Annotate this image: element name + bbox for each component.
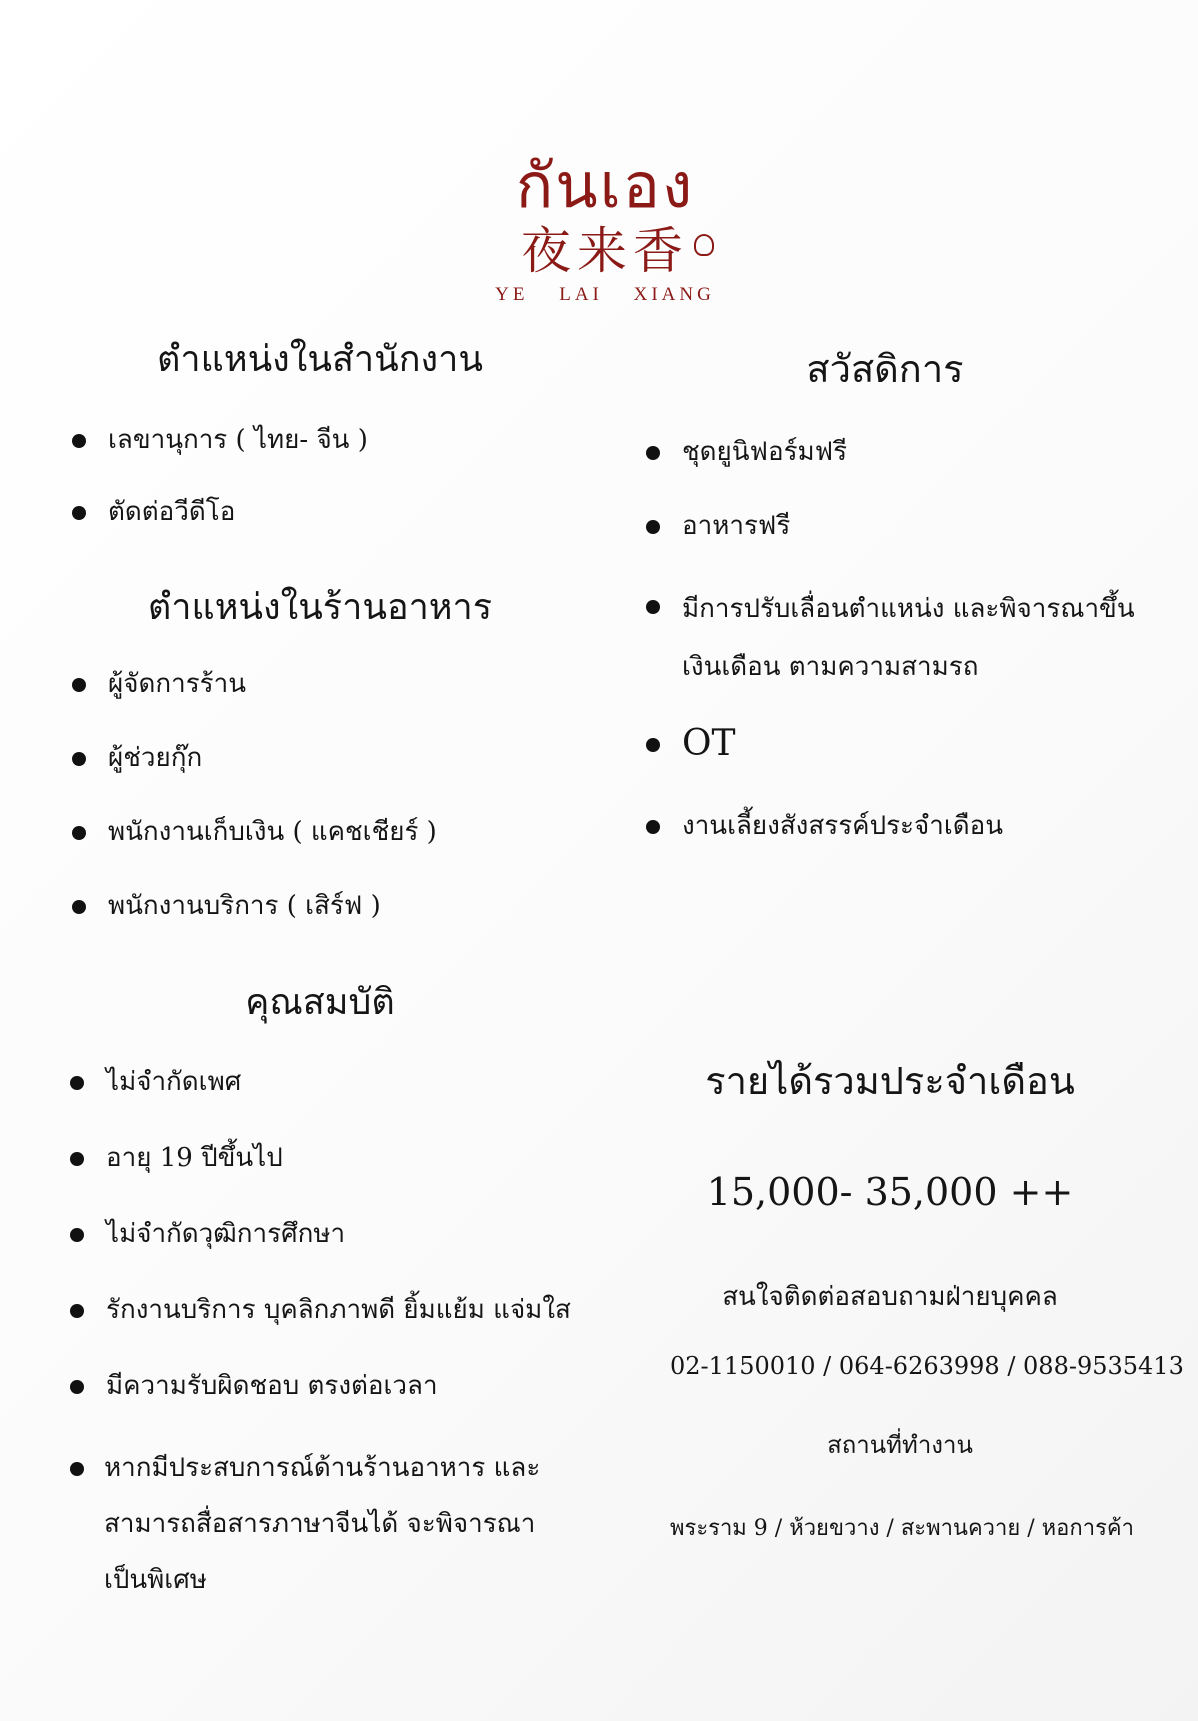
bullet-icon bbox=[646, 820, 660, 834]
restaurant-logo bbox=[480, 150, 730, 306]
list-item: ตัดต่อวีดีโอ bbox=[72, 492, 572, 532]
list-item: ไม่จำกัดวุฒิการศึกษา bbox=[70, 1214, 580, 1254]
workplace-label: สถานที่ทำงาน bbox=[827, 1431, 973, 1459]
list-item: ชุดยูนิฟอร์มฟรี bbox=[646, 432, 1136, 472]
bullet-icon bbox=[72, 752, 86, 766]
bullet-icon bbox=[70, 1076, 84, 1090]
restaurant-positions-list bbox=[72, 664, 572, 926]
office-positions-heading: ตำแหน่งในสำนักงาน bbox=[157, 339, 483, 380]
workplace-locations: พระราม 9 / ห้วยขวาง / สะพานควาย / หอการค้า bbox=[670, 1516, 1134, 1541]
income-heading: รายได้รวมประจำเดือน bbox=[705, 1059, 1075, 1103]
list-item: มีความรับผิดชอบ ตรงต่อเวลา bbox=[70, 1366, 580, 1406]
list-item: OT bbox=[646, 722, 1136, 766]
list-item: รักงานบริการ บุคลิกภาพดี ยิ้มแย้ม แจ่มใส bbox=[70, 1290, 580, 1330]
bullet-icon bbox=[646, 600, 660, 614]
contact-label: สนใจติดต่อสอบถามฝ่ายบุคคล bbox=[722, 1282, 1058, 1312]
seal-icon bbox=[694, 234, 714, 256]
list-item: ไม่จำกัดเพศ bbox=[70, 1062, 580, 1102]
logo-thai-name: กันเอง bbox=[515, 149, 695, 222]
bullet-icon bbox=[646, 520, 660, 534]
bullet-icon bbox=[72, 900, 86, 914]
qualifications-heading: คุณสมบัติ bbox=[245, 982, 395, 1023]
bullet-icon bbox=[646, 738, 660, 752]
list-item: มีการปรับเลื่อนตำแหน่ง และพิจารณาขึ้นเงินเดือน ตามความสามรถ bbox=[646, 580, 1136, 696]
list-item: ผู้จัดการร้าน bbox=[72, 664, 572, 704]
bullet-icon bbox=[70, 1228, 84, 1242]
list-item: เลขานุการ ( ไทย- จีน ) bbox=[72, 420, 572, 460]
logo-chinese-text: 夜来香 bbox=[521, 222, 689, 280]
restaurant-positions-heading: ตำแหน่งในร้านอาหาร bbox=[147, 587, 493, 628]
welfare-heading: สวัสดิการ bbox=[806, 347, 964, 391]
list-item: อายุ 19 ปีขึ้นไป bbox=[70, 1138, 580, 1178]
logo-english-name: YE LAI XIANG bbox=[495, 284, 715, 305]
list-item: อาหารฟรี bbox=[646, 506, 1136, 546]
bullet-icon bbox=[70, 1380, 84, 1394]
bullet-icon bbox=[70, 1152, 84, 1166]
logo-chinese-name bbox=[480, 222, 730, 280]
list-item: หากมีประสบการณ์ด้านร้านอาหาร และสามารถสื่อสารภาษาจีนได้ จะพิจารณาเป็นพิเศษ bbox=[70, 1440, 574, 1608]
list-item: พนักงานบริการ ( เสิร์ฟ ) bbox=[72, 886, 572, 926]
bullet-icon bbox=[70, 1304, 84, 1318]
bullet-icon bbox=[646, 446, 660, 460]
bullet-icon bbox=[72, 678, 86, 692]
qualifications-list bbox=[70, 1062, 580, 1608]
bullet-icon bbox=[72, 826, 86, 840]
welfare-list bbox=[646, 432, 1136, 846]
bullet-icon bbox=[70, 1462, 84, 1476]
list-item: พนักงานเก็บเงิน ( แคชเชียร์ ) bbox=[72, 812, 572, 852]
office-positions-list bbox=[72, 420, 572, 532]
list-item: งานเลี้ยงสังสรรค์ประจำเดือน bbox=[646, 806, 1136, 846]
bullet-icon bbox=[72, 434, 86, 448]
contact-phones: 02-1150010 / 064-6263998 / 088-9535413 bbox=[670, 1352, 1184, 1380]
income-range: 15,000- 35,000 ++ bbox=[706, 1170, 1074, 1214]
bullet-icon bbox=[72, 506, 86, 520]
list-item: ผู้ช่วยกุ๊ก bbox=[72, 738, 572, 778]
